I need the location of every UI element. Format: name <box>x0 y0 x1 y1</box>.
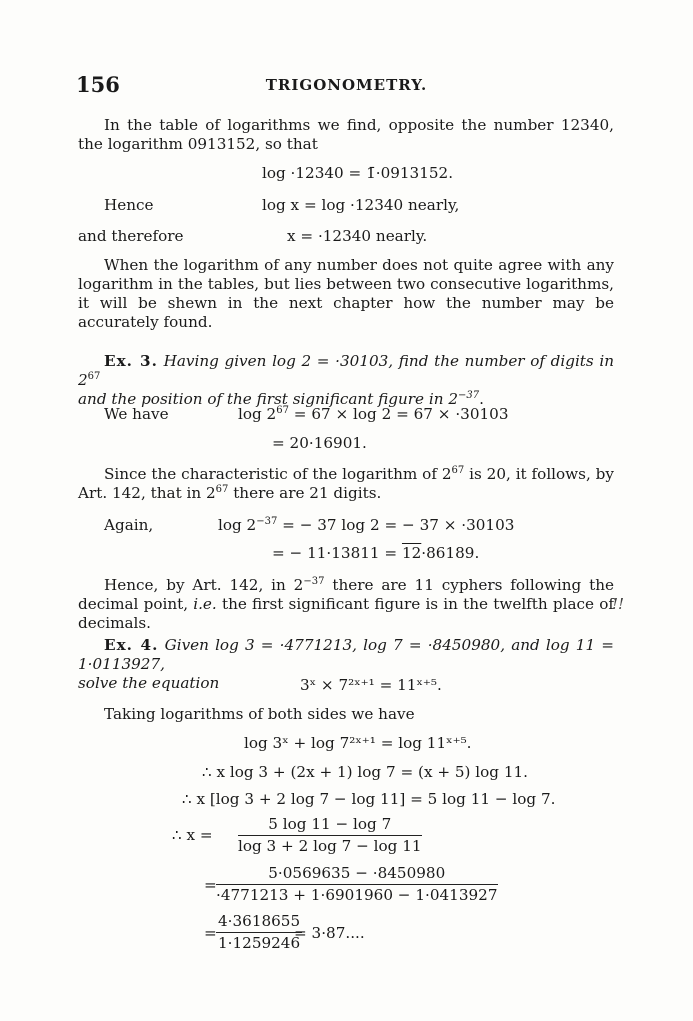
step-6-numerator: 4·3618655 <box>218 912 301 930</box>
example-4-step-5-fraction <box>216 864 498 905</box>
example-3-paragraph-2: Hence, by Art. 142, in $2^{-37}$ there are 11 cyphers following the decimal point, i.e. the first significant figure is in the twelfth place of decimals. <box>78 576 614 632</box>
example-4-result: = 3·87.... <box>294 924 365 942</box>
intro-equation-3: x = ·12340 nearly. <box>287 227 428 245</box>
example-4-label: Ex. 4. <box>104 636 159 654</box>
taking-logs-sentence: Taking logarithms of both sides we have <box>104 705 415 723</box>
hence-label: Hence <box>104 196 154 214</box>
therefore-label: and therefore <box>78 227 184 245</box>
intro-equation-2: log x = log ·12340 nearly, <box>262 196 460 214</box>
example-3-equation-3: $\log 2^{-37}$ = − 37 log 2 = − 37 × ·30103 <box>218 516 515 534</box>
example-4-step-2: ∴ x log 3 + (2x + 1) log 7 = (x + 5) log 11. <box>202 763 529 781</box>
example-4-equation: 3ˣ × 7²ˣ⁺¹ = 11ˣ⁺⁵. <box>300 676 442 694</box>
example-3-equation-1: $\log 2^{67} = 67 \times \log 2 = 67 \times \cdot 30103$ <box>238 405 509 423</box>
example-4-step-1: log 3ˣ + log 7²ˣ⁺¹ = log 11ˣ⁺⁵. <box>244 734 472 752</box>
again-label: Again, <box>104 516 154 534</box>
example-4-step-3: ∴ x [log 3 + 2 log 7 − log 11] = 5 log 11 − log 7. <box>182 790 556 808</box>
example-4-step-6-prefix: = <box>204 924 217 942</box>
step-4-denominator: log 3 + 2 log 7 − log 11 <box>238 837 422 855</box>
example-3-statement: Ex. 3. Having given log 2 = ·30103, find the number of digits in $2^{67}$ and the position of the first significant figure in $2^{-37}$. <box>78 352 615 408</box>
example-4-step-4-fraction <box>238 815 422 856</box>
running-title: TRIGONOMETRY. <box>265 76 428 94</box>
step-5-denominator: ·4771213 + 1·6901960 − 1·0413927 <box>216 886 498 904</box>
example-4-step-6-fraction <box>216 912 302 953</box>
intro-paragraph-2: When the logarithm of any number does not quite agree with any logarithm in the tables, but lies between two consecutive logarithms, it will be shewn in the next chapter how the number may be accurately found. <box>78 256 614 331</box>
intro-equation-1: log ·12340 = 1̄·0913152. <box>262 164 454 182</box>
step-4-numerator: 5 log 11 − log 7 <box>268 815 392 833</box>
intro-paragraph-1: In the table of logarithms we find, opposite the number 12340, the logarithm 0913152, so that <box>78 116 614 153</box>
example-3-equation-4: = − 11·13811 = 12·86189. <box>272 544 480 562</box>
example-4-statement: Ex. 4. Given log 3 = ·4771213, log 7 = ·8450980, and log 11 = 1·0113927, solve the equation <box>78 636 615 692</box>
step-6-denominator: 1·1259246 <box>218 934 301 952</box>
example-3-label: Ex. 3. <box>104 352 158 370</box>
page-number: 156 <box>76 72 120 97</box>
example-3-paragraph-1: Since the characteristic of the logarithm of $2^{67}$ is 20, it follows, by Art. 142, that in $2^{67}$ there are 21 digits. <box>78 465 614 502</box>
example-4-step-5-prefix: = <box>204 876 217 894</box>
we-have-label: We have <box>104 405 169 423</box>
step-5-numerator: 5·0569635 − ·8450980 <box>268 864 446 882</box>
example-4-step-4-prefix: ∴ x = <box>172 826 213 844</box>
margin-annotation: !! <box>612 595 625 613</box>
example-3-equation-2: = 20·16901. <box>272 434 367 452</box>
